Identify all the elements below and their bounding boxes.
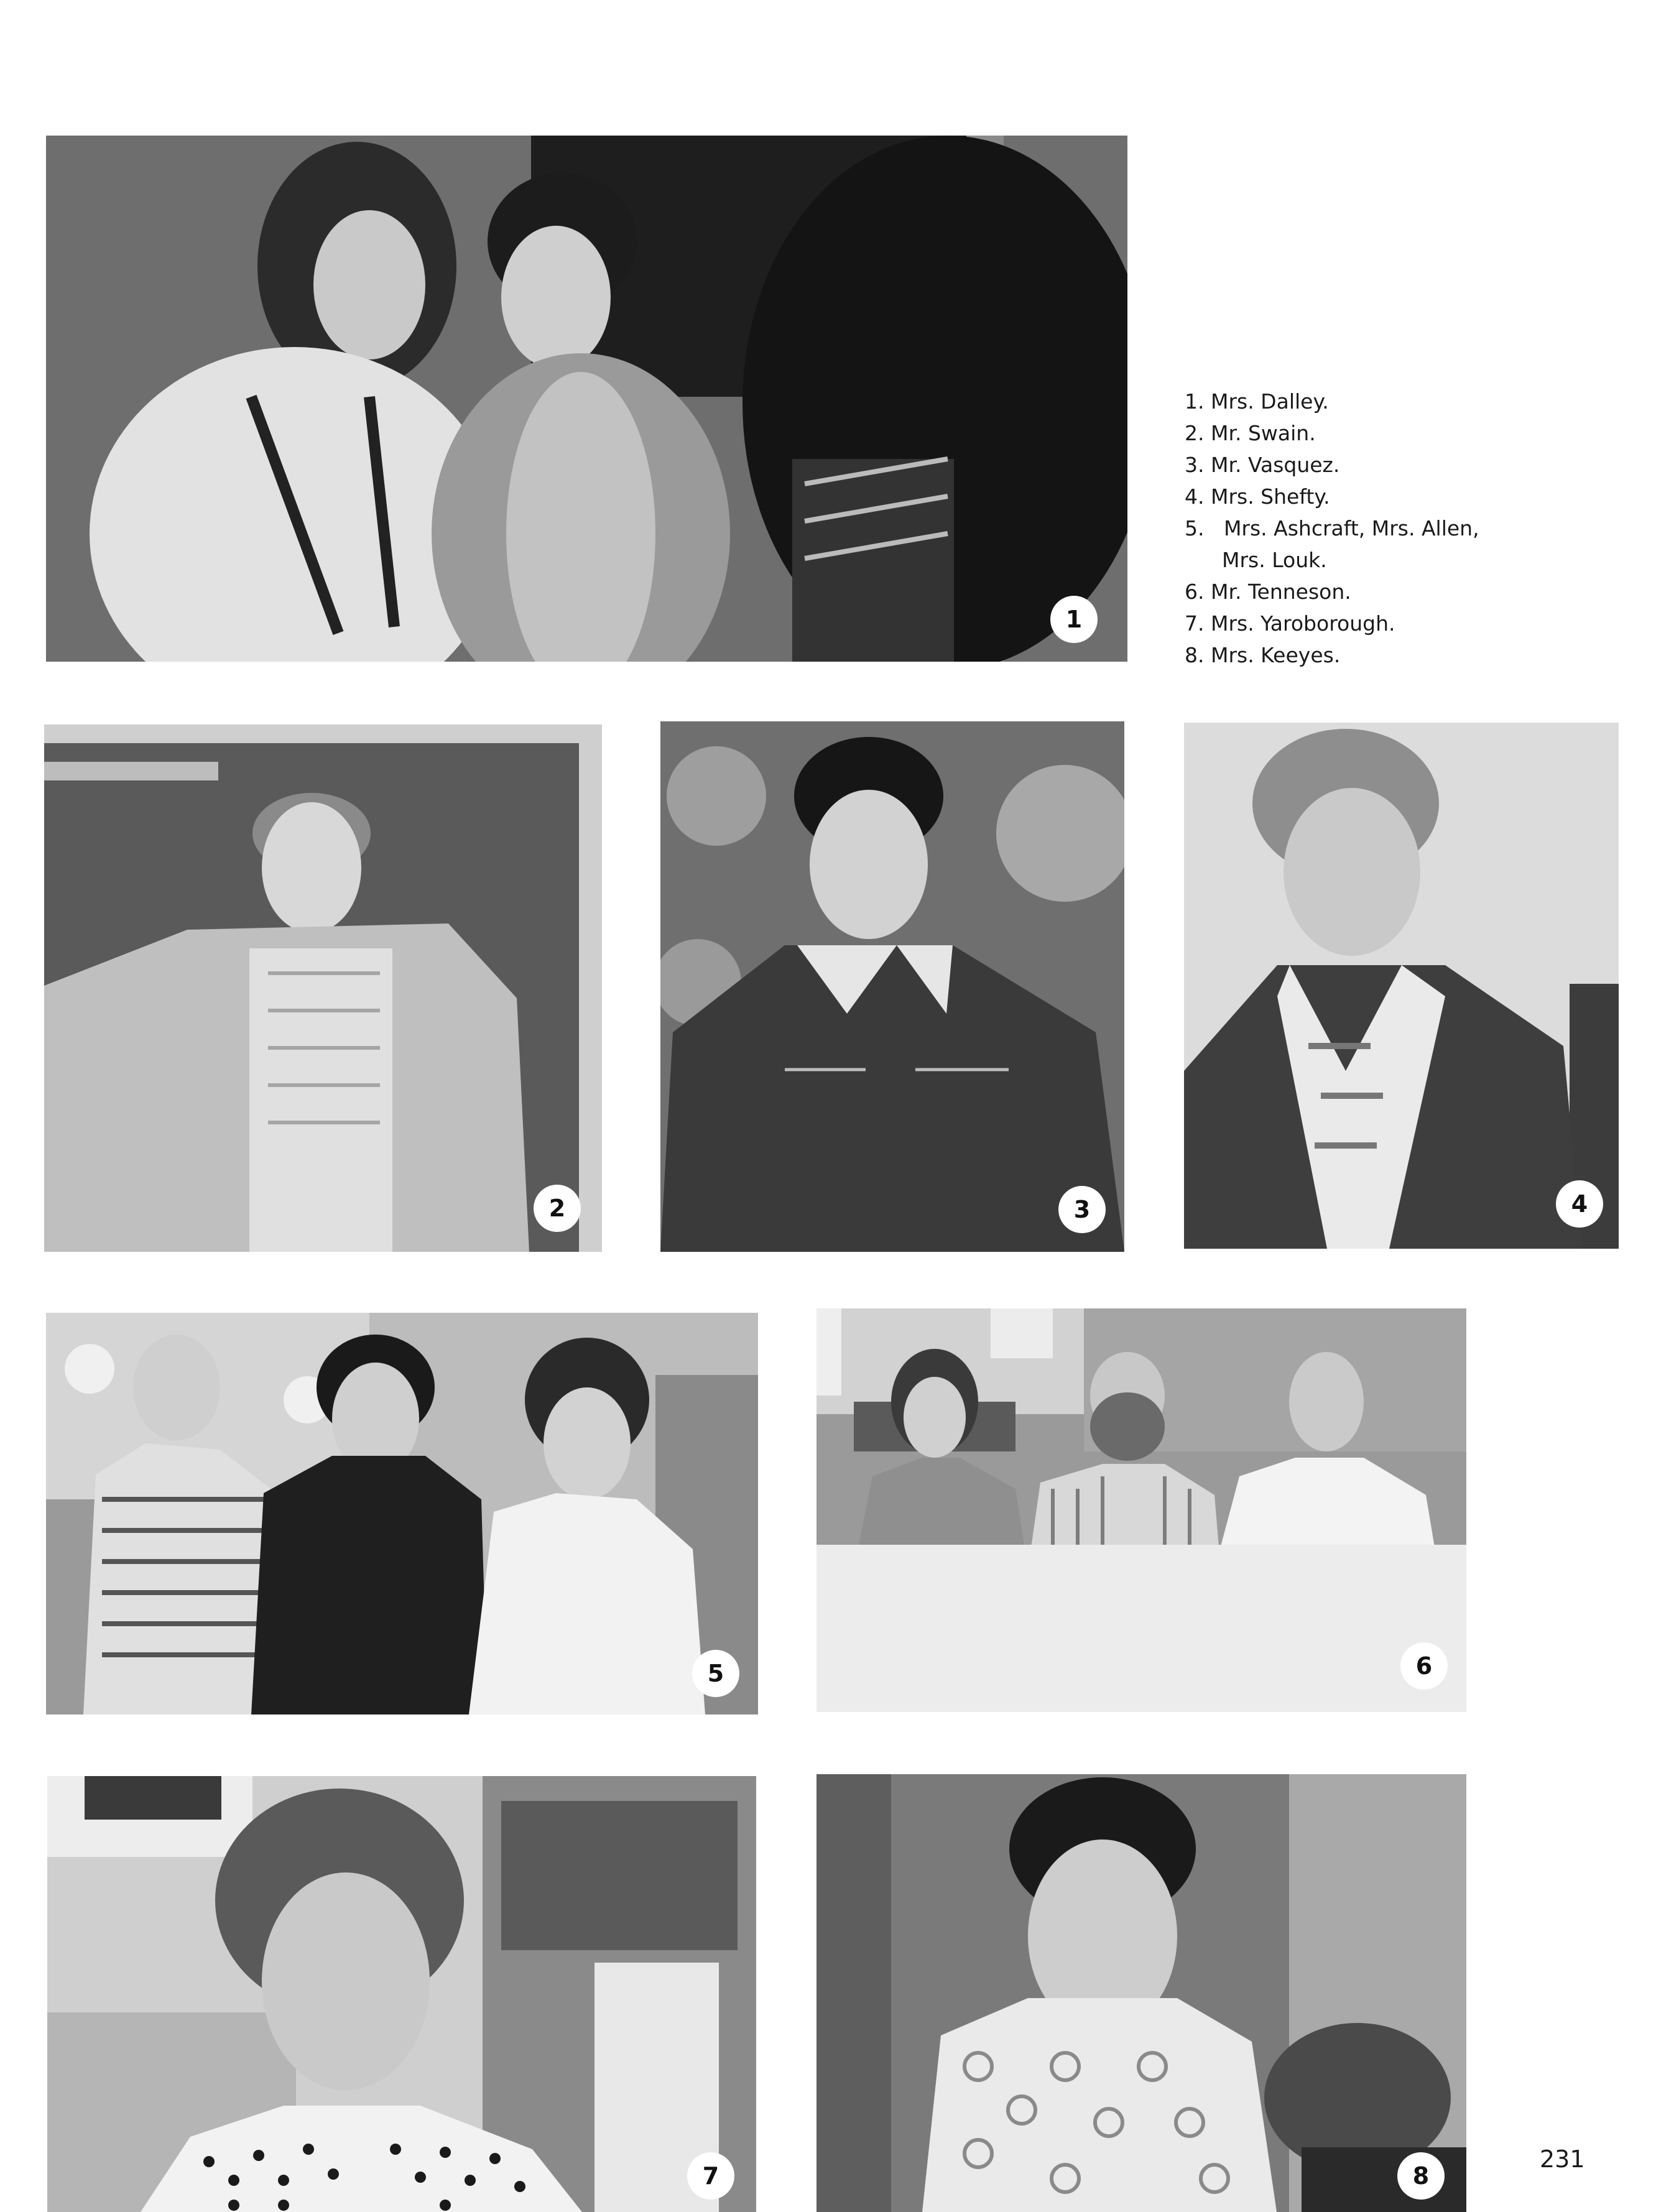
photo-4-image (1184, 723, 1619, 1249)
photo-3-number-badge: 3 (1058, 1186, 1106, 1233)
photo-8-image (816, 1774, 1466, 2212)
photo-3 (660, 721, 1124, 1252)
photo-6-image (816, 1308, 1466, 1712)
photo-5 (46, 1313, 758, 1715)
caption-item: 1. Mrs. Dalley. (1185, 389, 1329, 414)
photo-5-number-badge: 5 (692, 1650, 739, 1697)
photo-1 (46, 136, 1127, 662)
caption-item: 5. Mrs. Ashcraft, Mrs. Allen, Mrs. Louk. (1185, 516, 1486, 572)
photo-7 (47, 1776, 756, 2212)
photo-2-number-badge: 2 (534, 1185, 581, 1232)
photo-4 (1184, 723, 1619, 1249)
photo-7-number-badge: 7 (687, 2152, 734, 2200)
caption-item: 7. Mrs. Yaroborough. (1185, 611, 1395, 636)
caption-item: 8. Mrs. Keeyes. (1185, 643, 1341, 667)
photo-6 (816, 1308, 1466, 1712)
caption-item: 2. Mr. Swain. (1185, 421, 1316, 445)
photo-7-image (47, 1776, 756, 2212)
caption-item: 6. Mr. Tenneson. (1185, 580, 1351, 604)
caption-item: 3. Mr. Vasquez. (1185, 453, 1340, 477)
photo-2 (44, 724, 602, 1252)
photo-1-image (46, 136, 1127, 662)
photo-3-image (660, 721, 1124, 1252)
photo-2-image (44, 724, 602, 1252)
photo-4-number-badge: 4 (1556, 1180, 1603, 1228)
photo-1-number-badge: 1 (1050, 596, 1098, 643)
page-number: 231 (1540, 2145, 1585, 2173)
photo-8 (816, 1774, 1466, 2212)
photo-8-number-badge: 8 (1397, 2152, 1445, 2200)
photo-caption-list (1185, 386, 1508, 671)
photo-6-number-badge: 6 (1400, 1642, 1448, 1690)
caption-item: 4. Mrs. Shefty. (1185, 484, 1330, 509)
photo-5-image (46, 1313, 758, 1715)
